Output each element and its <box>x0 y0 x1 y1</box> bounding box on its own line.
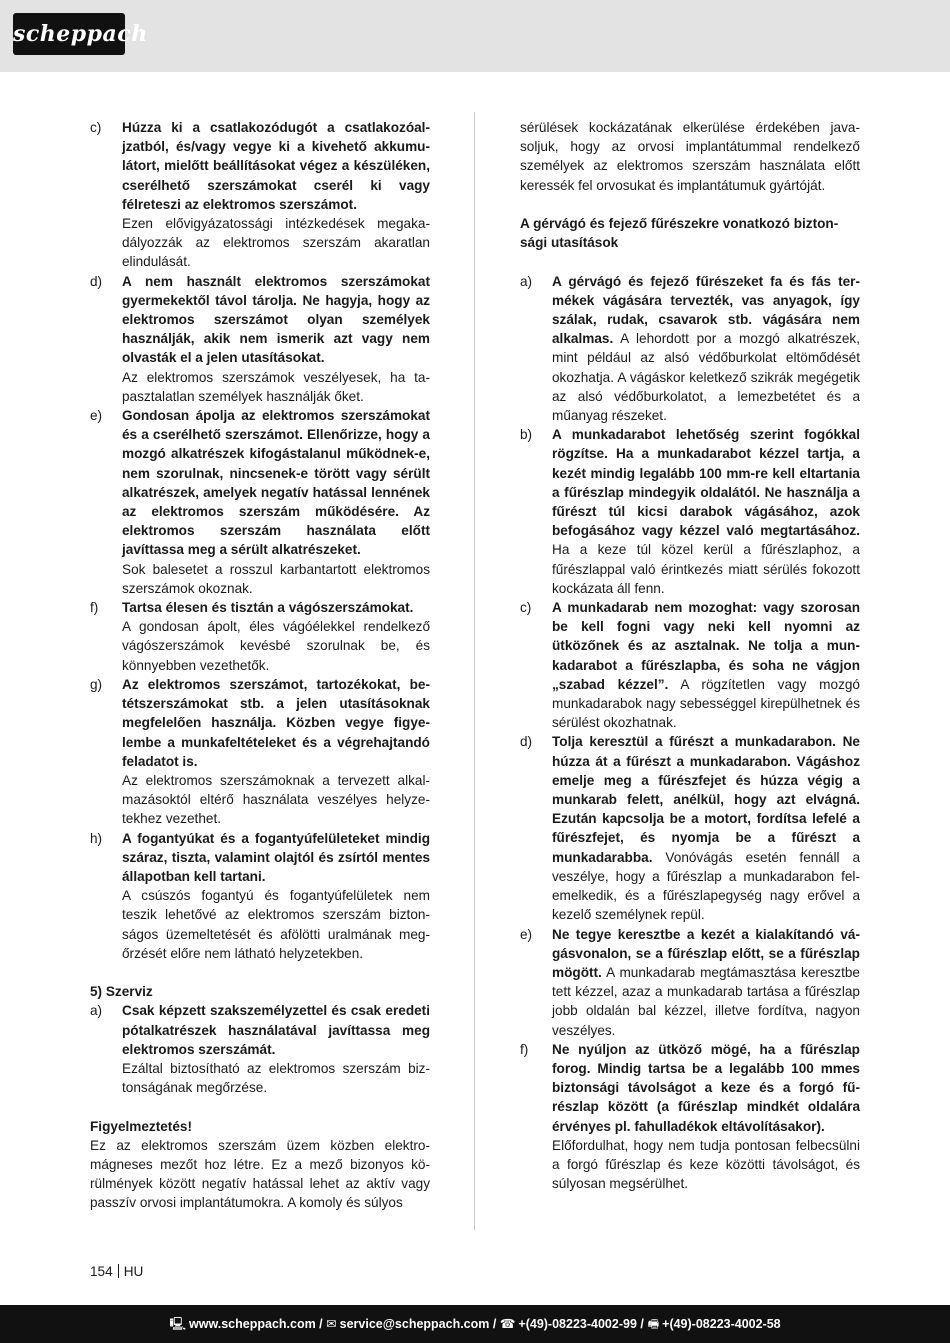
warning-text: Ez az elektromos szerszám üzem közben elektromágneses mezőt hoz létre. Ez a mező bizonyos körülmények között negatív hatással lehet az aktív vagy passzív orvosi implantátumokra. A komoly és súlyos <box>90 1137 430 1211</box>
footer-website[interactable]: www.scheppach.com / <box>189 1317 323 1331</box>
item-letter: f) <box>90 600 99 616</box>
item-instruction: Ne nyúljon az ütköző mögé, ha a fűrészlap forog. Mindig tartsa be a legalább 100 mmes biztonsági távolságot a keze és a forgó fűrészlap között (a fűrészlap mindkét oldalára érvényes pl. fahulladékok eltávolításakor). <box>552 1041 860 1134</box>
item-explanation: A gondosan ápolt, éles vágóélekkel rendelkező vágószerszámok kevésbé szorulnak be, és könnyebben vezethetők. <box>122 619 430 673</box>
page-number <box>90 1264 143 1279</box>
item-instruction: Csak képzett szakszemélyzettel és csak eredeti pótalkatrészek használatával javíttassa meg elektromos szerszámát. <box>122 1003 430 1057</box>
item-explanation: A csúszós fogantyú és fogantyúfelületek nem teszik lehetővé az elektromos szerszám biztonságos üzemeltetését és afölötti uralmának megőrzését előre nem látható helyzetekben. <box>122 888 430 961</box>
item-instruction: A gérvágó és fejező fűrészeket fa és fás termékek vágására tervezték, vas anyagok, így szálak, rudak, csavarok stb. vágására nem alkalmas. <box>552 273 860 347</box>
item-instruction: A munkadarab nem mozoghat: vagy szorosan be kell fogni vagy neki kell nyomni az ütközőnek és az asztalnak. Ne tolja a munkadarabot a fűrészlapba, és soha ne vágjon „szabad kézzel”. <box>552 600 860 692</box>
list-item <box>520 598 860 732</box>
item-instruction: Húzza ki a csatlakozódugót a csatlakozóaljzatból, és/vagy vegye ki a kivehető akkumulátort, mielőtt beállításokat végez a készüléken, cserélhető szerszámokat cserél ki vagy félreteszi az elektromos szerszámot. <box>122 120 430 212</box>
list-item <box>90 675 430 829</box>
list-item <box>90 829 430 963</box>
item-instruction: Tartsa élesen és tisztán a vágószerszámokat. <box>122 600 414 616</box>
item-letter: e) <box>90 408 103 424</box>
item-letter: d) <box>520 734 533 750</box>
list-item <box>90 406 430 598</box>
page-number-value: 154 <box>90 1264 113 1279</box>
item-instruction: A nem használt elektromos szerszámokat gyermekektől távol tárolja. Ne hagyja, hogy az elektromos szerszámot olyan személyek használják, akik nem ismerik azt vagy nem olvasták el a jelen utasításokat. <box>122 273 430 366</box>
footer-fax: +(49)-08223-4002-58 <box>662 1317 781 1331</box>
item-instruction: A fogantyúkat és a fogantyúfelületeket mindig száraz, tiszta, valamint olajtól és zsírtól mentes állapotban kell tartani. <box>122 830 430 884</box>
page-footer <box>0 1305 950 1343</box>
item-letter: e) <box>520 926 533 942</box>
item-explanation: Ha a keze túl közel kerül a fűrészlaphoz, a fűrészlappal való érintkezés miatt sérülés fokozott kockázata áll fenn. <box>552 542 860 596</box>
list-item <box>90 1001 430 1097</box>
list-item <box>90 598 430 675</box>
item-explanation: Az elektromos szerszámoknak a tervezett alkalmazásoktól eltérő használata veszélyes helyzetekhez vezethet. <box>122 772 430 827</box>
item-explanation: A munkadarab megtámasztása keresztbe tett kézzel, azaz a munkadarab tartása a fűrészlap jobb oldalán bal kézzel, illetve fordítva, nagyon veszélyes. <box>552 964 860 1038</box>
item-instruction: Ne tegye keresztbe a kezét a kialakítandó vágásvonalon, se a fűrészlap előtt, se a fűrészlap mögött. <box>552 926 860 980</box>
item-letter: h) <box>90 830 103 846</box>
item-explanation: Ezen elővigyázatossági intézkedések megakadályozzák az elektromos szerszám akaratlan elindulását. <box>122 216 430 270</box>
item-instruction: Az elektromos szerszámot, tartozékokat, betétszerszámokat stb. a jelen utasításoknak megfelelően használja. Közben vegye figyelembe a munkafeltételeket és a végrehajtandó feladatot is. <box>122 676 430 769</box>
footer-email[interactable]: service@scheppach.com / <box>339 1317 497 1331</box>
page-header <box>0 0 950 72</box>
item-explanation: Ezáltal biztosítható az elektromos szerszám biztonságának megőrzése. <box>122 1060 430 1096</box>
warning-heading: Figyelmeztetés! <box>90 1118 192 1134</box>
list-item <box>520 732 860 924</box>
service-heading: 5) Szerviz <box>90 984 153 1000</box>
section-heading: A gérvágó és fejező fűrészekre vonatkozó biztonsági utasítások <box>520 216 839 251</box>
right-column <box>520 118 860 1193</box>
list-item <box>520 272 860 426</box>
list-item <box>520 925 860 1040</box>
item-explanation: Vonóvágás esetén fennáll a veszélye, hogy a fűrészlap a munkadarabon felemelkedik, és a fűrészlapegység nagy erővel a kezelő személynek repül. <box>552 849 860 923</box>
item-letter: g) <box>90 676 103 692</box>
list-item <box>90 272 430 406</box>
item-letter: a) <box>90 1003 103 1019</box>
list-item <box>520 1040 860 1194</box>
item-instruction: A munkadarabot lehetőség szerint fogókkal rögzítse. Ha a munkadarabot kézzel tartja, a kezét mindig legalább 100 mm-re kell eltartania a fűrészlap mindegyik oldalától. Ne használja a fűrészt túl kicsi darabok vágásához, azok befogásához vagy kézzel való megtartásához. <box>552 427 860 539</box>
fax-icon: 🖷 <box>647 1317 660 1331</box>
footer-phone: +(49)-08223-4002-99 / <box>518 1317 644 1331</box>
item-explanation: A lehordott por a mozgó alkatrészek, mint például az alsó védőburkolat eltömődését okozhatja. A vágáskor keletkező szikrák megégetik az alsó védőburkolatot, a lemezbetétet és a műanyag részeket. <box>552 331 860 424</box>
brand-logo: scheppach <box>13 13 125 55</box>
item-letter: c) <box>520 600 532 616</box>
intro-text: sérülések kockázatának elkerülése érdekében javasoljuk, hogy az orvosi implantátummal rendelkező személyek az elektromos szerszám használata előtt keressék fel orvosukat és implantátumuk gyártóját. <box>520 120 860 193</box>
list-item <box>520 425 860 598</box>
left-column <box>90 118 430 1213</box>
item-letter: f) <box>520 1041 529 1057</box>
item-explanation: Az elektromos szerszámok veszélyesek, ha tapasztalatlan személyek használják őket. <box>122 369 430 404</box>
item-explanation: A rögzítetlen vagy mozgó munkadarabok nagy sebességgel kirepülhetnek és sérülést okozhatnak. <box>552 676 860 731</box>
item-letter: d) <box>90 273 103 289</box>
item-explanation: Előfordulhat, hogy nem tudja pontosan felbecsülni a forgó fűrészlap és keze közötti távolságot, és súlyosan megsérülhet. <box>552 1137 860 1192</box>
column-divider <box>474 112 475 1230</box>
phone-icon: ☎ <box>499 1317 516 1331</box>
item-letter: a) <box>520 273 533 289</box>
email-icon: ✉ <box>326 1317 337 1331</box>
item-letter: c) <box>90 120 102 135</box>
item-instruction: Gondosan ápolja az elektromos szerszámokat és a cserélhető szerszámot. Ellenőrizze, hogy a mozgó alkatrészek kifogástalanul működnek-e, nem szorulnak, nincsenek-e törött vagy sérült alkatrészek, amelyek negatív hatással lennének az elektromos szerszám működésére. Az elektromos szerszám használata előtt javíttassa meg a sérült alkatrészeket. <box>122 408 430 558</box>
page-language: HU <box>123 1264 144 1279</box>
item-explanation: Sok balesetet a rosszul karbantartott elektromos szerszámok okoznak. <box>122 561 430 596</box>
item-instruction: Tolja keresztül a fűrészt a munkadarabon. Ne húzza át a fűrészt a munkadarabon. Vágáshoz emelje meg a fűrészfejet és húzza végig a munkarab felett, anélkül, hogy azt elvágná. Ezután kapcsolja be a motort, fordítsa lefelé a fűrészfejet, és nyomja be a fűrészt a munkadarabba. <box>552 734 860 865</box>
computer-icon: 🖳 <box>169 1317 187 1331</box>
item-letter: b) <box>520 427 533 443</box>
list-item <box>90 118 430 272</box>
